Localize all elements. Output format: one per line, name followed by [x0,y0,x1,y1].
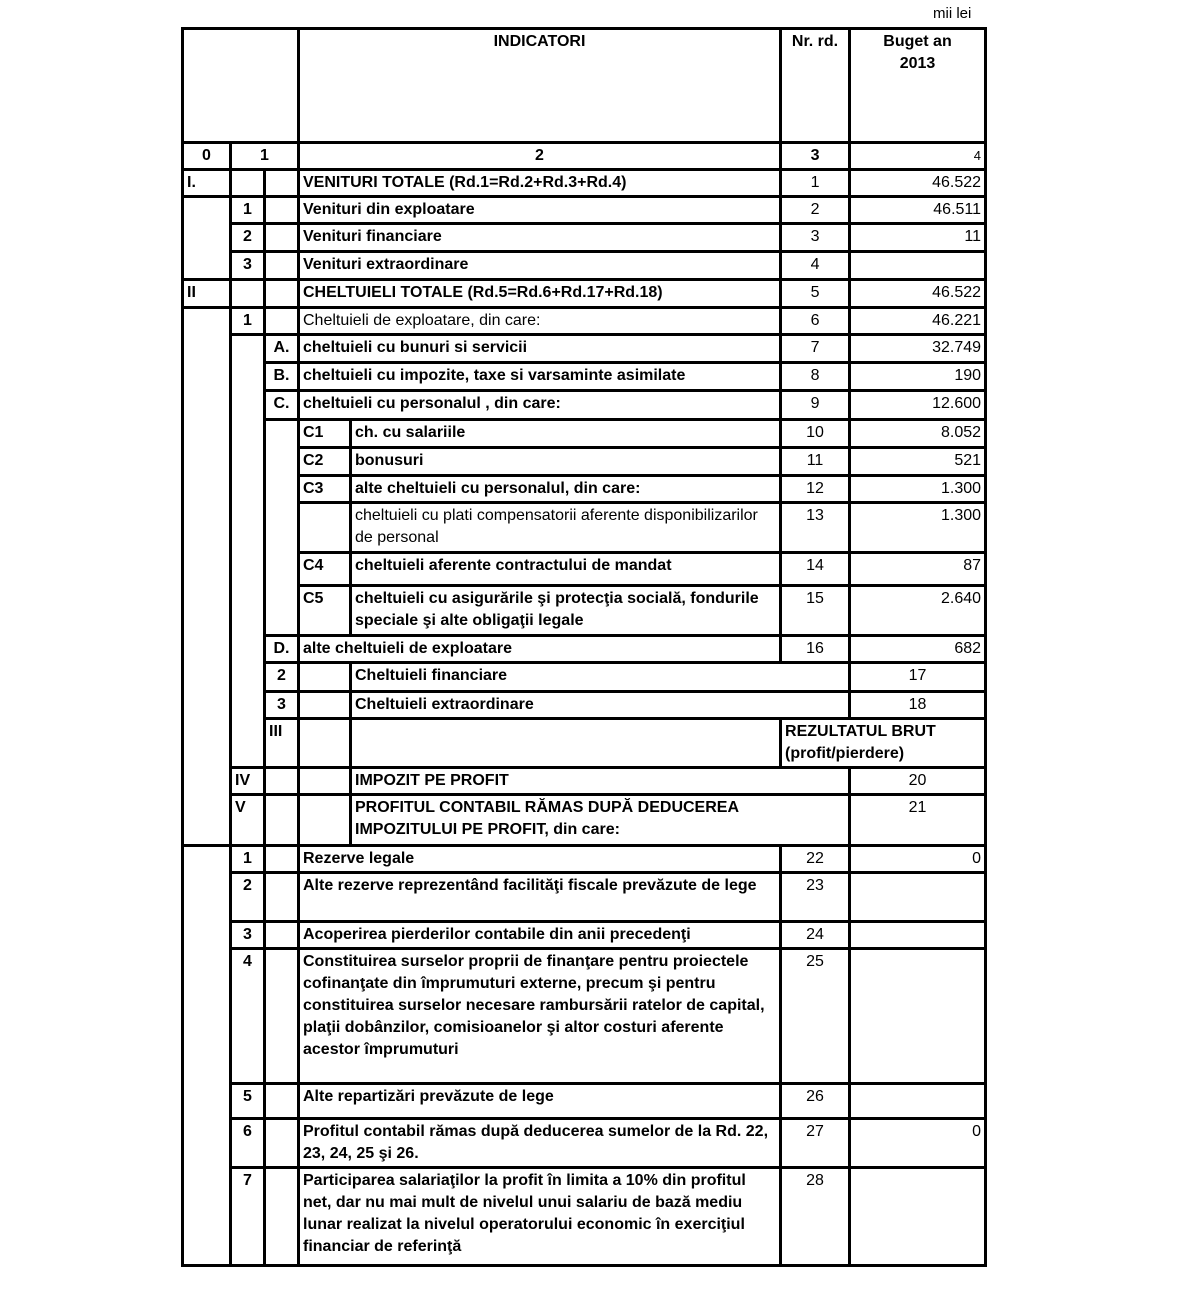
empty-cell [265,197,299,224]
row-number: 3 [781,224,850,252]
row-label: cheltuieli cu bunuri si servicii [299,335,781,363]
row-number: 28 [781,1168,850,1266]
table-row [183,420,986,448]
empty-cell [183,846,231,1266]
table-row [183,335,986,363]
row-number: 10 [781,420,850,448]
row-number: 13 [781,503,850,553]
row-number: 2 [781,197,850,224]
header-buget-line2: 2013 [899,55,936,72]
row-label: Rezerve legale [299,846,781,873]
row-value: 0 [850,1119,986,1168]
section-number: IV [231,768,265,795]
row-value: 2.640 [850,586,986,636]
budget-table [181,27,987,1267]
empty-cell [231,170,265,197]
empty-cell [265,1119,299,1168]
empty-cell [265,922,299,949]
table-row [183,795,986,846]
sub-number: 5 [231,1084,265,1119]
c-code: C2 [299,448,351,476]
unit-label: mii lei [933,5,972,22]
column-index-4: 4 [850,143,986,170]
row-value: 11 [850,224,986,252]
row-value: 521 [850,448,986,476]
row-value: 46.522 [850,170,986,197]
section-number: II [183,280,231,308]
table-row [183,768,986,795]
section-number: III [265,719,299,768]
table-row [183,170,986,197]
empty-cell [299,663,351,692]
row-value: 46.221 [850,308,986,335]
sub-number: 1 [231,197,265,224]
row-label: IMPOZIT PE PROFIT [351,768,850,795]
row-number: 22 [781,846,850,873]
row-label: Cheltuieli de exploatare, din care: [299,308,781,335]
row-number: 9 [781,391,850,420]
row-number: 15 [781,586,850,636]
row-number: 20 [850,768,986,795]
row-number: 5 [781,280,850,308]
table-row [183,197,986,224]
sub-number: 1 [231,846,265,873]
sub-number: 2 [231,873,265,922]
empty-cell [265,420,299,636]
table-row [183,1084,986,1119]
row-number: 23 [781,873,850,922]
row-value: 1.300 [850,476,986,503]
row-number: 8 [781,363,850,391]
row-number: 14 [781,553,850,586]
row-value: 8.052 [850,420,986,448]
row-value [850,949,986,1084]
empty-cell [265,224,299,252]
row-label: cheltuieli cu personalul , din care: [299,391,781,420]
table-row [183,553,986,586]
header-blank-cell [183,29,299,143]
letter-code: D. [265,636,299,663]
row-value: 0 [850,846,986,873]
row-number: 16 [781,636,850,663]
table-row [183,586,986,636]
row-label: alte cheltuieli cu personalul, din care: [351,476,781,503]
row-value: 682 [850,636,986,663]
empty-cell [265,768,299,795]
empty-cell [265,1084,299,1119]
sub-number: 3 [231,922,265,949]
empty-cell [299,503,351,553]
empty-cell [265,795,299,846]
row-value: 190 [850,363,986,391]
row-number: 12 [781,476,850,503]
row-number: 17 [850,663,986,692]
row-label: ch. cu salariile [351,420,781,448]
row-value: 32.749 [850,335,986,363]
row-value: 1.300 [850,503,986,553]
header-nr-rd: Nr. rd. [781,29,850,143]
header-buget-line1: Buget an [883,33,952,50]
header-buget [850,29,986,143]
table-row [183,503,986,553]
row-label: cheltuieli cu asigurările şi protecţia socială, fondurile speciale şi alte obligaţii legale [351,586,781,636]
row-label: Alte repartizări prevăzute de lege [299,1084,781,1119]
table-row [183,846,986,873]
empty-cell [351,719,781,768]
row-label: cheltuieli cu plati compensatorii aferente disponibilizarilor de personal [351,503,781,553]
table-row [183,1119,986,1168]
row-number: 25 [781,949,850,1084]
row-label: PROFITUL CONTABIL RĂMAS DUPĂ DEDUCEREA IMPOZITULUI PE PROFIT, din care: [351,795,850,846]
c-code: C5 [299,586,351,636]
sub-number: 2 [231,224,265,252]
row-number: 6 [781,308,850,335]
sub-number: 1 [231,308,265,335]
empty-cell [265,170,299,197]
row-label: cheltuieli aferente contractului de mandat [351,553,781,586]
row-value [850,1168,986,1266]
row-value: 46.511 [850,197,986,224]
row-label: CHELTUIELI TOTALE (Rd.5=Rd.6+Rd.17+Rd.18) [299,280,781,308]
empty-cell [265,308,299,335]
section-number: I. [183,170,231,197]
sub-number: 4 [231,949,265,1084]
row-number: 4 [781,252,850,280]
table-row [183,476,986,503]
row-number: 11 [781,448,850,476]
column-index-1: 1 [231,143,299,170]
empty-cell [299,795,351,846]
column-index-row [183,143,986,170]
empty-cell [265,252,299,280]
table-row [183,448,986,476]
row-label: REZULTATUL BRUT (profit/pierdere) [781,719,986,768]
empty-cell [265,949,299,1084]
row-label: Profitul contabil rămas după deducerea sumelor de la Rd. 22, 23, 24, 25 şi 26. [299,1119,781,1168]
table-row [183,663,986,692]
header-indicatori: INDICATORI [299,29,781,143]
row-label: Cheltuieli financiare [351,663,850,692]
row-label: Acoperirea pierderilor contabile din anii precedenţi [299,922,781,949]
row-number: 18 [850,692,986,719]
table-row [183,692,986,719]
empty-cell [299,768,351,795]
sub-number: 3 [265,692,299,719]
letter-code: C. [265,391,299,420]
letter-code: B. [265,363,299,391]
row-value [850,252,986,280]
empty-cell [231,280,265,308]
header-row [183,29,986,143]
sub-number: 6 [231,1119,265,1168]
empty-cell [299,719,351,768]
row-label: Venituri financiare [299,224,781,252]
empty-cell [183,308,231,846]
c-code: C1 [299,420,351,448]
row-label: Participarea salariaţilor la profit în limita a 10% din profitul net, dar nu mai mult de nivelul unui salariu de bază mediu lunar realizat la nivelul operatorului economic în exerciţiul financiar de referinţă [299,1168,781,1266]
table-row [183,636,986,663]
letter-code: A. [265,335,299,363]
row-label: Venituri extraordinare [299,252,781,280]
sub-number: 3 [231,252,265,280]
row-value: 12.600 [850,391,986,420]
empty-cell [265,280,299,308]
sub-number: 7 [231,1168,265,1266]
section-number: V [231,795,265,846]
empty-cell [265,873,299,922]
table-row [183,224,986,252]
sub-number: 2 [265,663,299,692]
row-number: 1 [781,170,850,197]
c-code: C4 [299,553,351,586]
column-index-0: 0 [183,143,231,170]
row-label: cheltuieli cu impozite, taxe si varsaminte asimilate [299,363,781,391]
row-number: 21 [850,795,986,846]
row-number: 7 [781,335,850,363]
row-value: 87 [850,553,986,586]
row-value: 46.522 [850,280,986,308]
empty-cell [299,692,351,719]
column-index-3: 3 [781,143,850,170]
c-code: C3 [299,476,351,503]
row-number: 26 [781,1084,850,1119]
table-row [183,949,986,1084]
table-row [183,252,986,280]
row-label: VENITURI TOTALE (Rd.1=Rd.2+Rd.3+Rd.4) [299,170,781,197]
row-value [850,922,986,949]
row-label: alte cheltuieli de exploatare [299,636,781,663]
empty-cell [265,846,299,873]
table-row [183,873,986,922]
empty-cell [265,1168,299,1266]
row-label: Constituirea surselor proprii de finanţare pentru proiectele cofinanţate din împrumuturi externe, precum şi pentru constituirea surselor necesare rambursării ratelor de capital, plaţii dobânzilor, comisioanelor şi altor costuri aferente acestor împrumuturi [299,949,781,1084]
row-label: Cheltuieli extraordinare [351,692,850,719]
row-label: Venituri din exploatare [299,197,781,224]
table-row [183,719,986,768]
table-row [183,922,986,949]
row-label: bonusuri [351,448,781,476]
empty-cell [183,197,231,280]
row-label: Alte rezerve reprezentând facilităţi fiscale prevăzute de lege [299,873,781,922]
empty-cell [231,335,265,768]
table-row [183,391,986,420]
table-row [183,1168,986,1266]
row-value [850,873,986,922]
row-number: 27 [781,1119,850,1168]
table-row [183,280,986,308]
table-row [183,308,986,335]
row-value [850,1084,986,1119]
column-index-2: 2 [299,143,781,170]
row-number: 24 [781,922,850,949]
table-row [183,363,986,391]
